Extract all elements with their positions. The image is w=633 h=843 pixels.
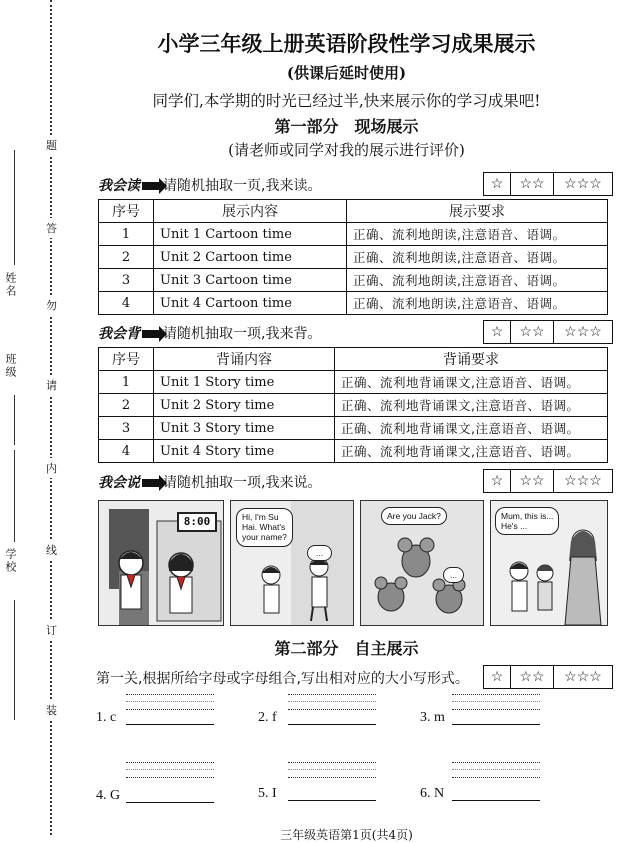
arrow-icon	[142, 479, 160, 487]
arrow-icon	[142, 330, 160, 338]
name-label: 姓名	[4, 272, 17, 298]
seal-char: 线	[46, 540, 57, 560]
row-number: 1	[99, 223, 154, 246]
exercise-item-5: 5. I	[258, 786, 277, 801]
table-row	[99, 394, 608, 417]
read-tag: 我会读	[98, 178, 140, 194]
row-requirement: 正确、流利地朗读,注意语音、语调。	[347, 292, 608, 315]
answer-line[interactable]	[126, 802, 214, 803]
exercise-item-1: 1. c	[96, 710, 117, 725]
greeting-text: 同学们,本学期的时光已经过半,快来展示你的学习成果吧!	[152, 92, 541, 110]
row-content: Unit 3 Story time	[154, 417, 335, 440]
row-requirement: 正确、流利地朗读,注意语音、语调。	[347, 269, 608, 292]
read-star-rating[interactable]	[483, 172, 613, 196]
speak-star-rating[interactable]	[483, 469, 613, 493]
writing-guide	[452, 694, 540, 710]
row-number: 3	[99, 269, 154, 292]
two-star-icon[interactable]: ☆☆	[511, 321, 554, 343]
speak-task	[98, 472, 321, 492]
two-star-icon[interactable]: ☆☆	[511, 470, 554, 492]
page-title: 小学三年级上册英语阶段性学习成果展示	[157, 31, 536, 56]
seal-char: 答	[46, 218, 57, 238]
row-number: 3	[99, 417, 154, 440]
row-content: Unit 4 Story time	[154, 440, 335, 463]
row-number: 2	[99, 246, 154, 269]
bubble-line: Hai. What's	[242, 522, 286, 533]
seal-char: 勿	[46, 295, 57, 315]
three-star-icon[interactable]: ☆☆☆	[564, 176, 602, 192]
page-footer: 三年级英语第1页(共4页)	[280, 828, 413, 842]
table-row	[99, 246, 608, 269]
school-fill-line-lower	[14, 600, 15, 720]
row-requirement: 正确、流利地背诵课文,注意语音、语调。	[335, 417, 608, 440]
bubble-line: Mum, this is...	[501, 511, 554, 521]
part2-title: 第二部分 自主展示	[274, 639, 419, 658]
bubble-line: He's ...	[501, 521, 528, 532]
table-header-row	[99, 348, 608, 371]
speak-tag: 我会说	[98, 475, 140, 491]
cartoon-panel-mice	[360, 500, 484, 626]
read-table	[98, 199, 608, 315]
arrow-icon	[142, 182, 160, 190]
writing-guide	[288, 694, 376, 710]
part1-note: (请老师或同学对我的展示进行评价)	[228, 141, 465, 159]
row-number: 4	[99, 292, 154, 315]
speech-bubble-reply: ...	[443, 567, 464, 583]
seal-char: 请	[46, 375, 57, 395]
part1-title: 第一部分 现场展示	[274, 117, 419, 136]
seal-char: 题	[46, 135, 57, 155]
speech-bubble-jack: Are you Jack?	[381, 507, 447, 525]
row-requirement: 正确、流利地背诵课文,注意语音、语调。	[335, 394, 608, 417]
task1-star-rating[interactable]	[483, 665, 613, 689]
table-header-cell: 展示内容	[154, 200, 347, 223]
table-row	[99, 417, 608, 440]
read-instruction: 请随机抽取一页,我来读。	[163, 178, 322, 194]
table-header-cell: 背诵内容	[154, 348, 335, 371]
row-requirement: 正确、流利地朗读,注意语音、语调。	[347, 246, 608, 269]
seal-char: 内	[46, 458, 57, 478]
two-star-icon[interactable]: ☆☆	[511, 666, 554, 688]
writing-guide	[452, 762, 540, 778]
name-fill-line	[14, 150, 15, 265]
school-label: 学校	[4, 548, 17, 574]
table-header-row	[99, 200, 608, 223]
speech-bubble-su-hai	[236, 508, 293, 547]
exercise-item-6: 6. N	[420, 786, 445, 801]
row-requirement: 正确、流利地朗读,注意语音、语调。	[347, 223, 608, 246]
class-label: 班级	[4, 353, 17, 379]
exercise-item-3: 3. m	[420, 710, 445, 725]
table-row	[99, 269, 608, 292]
row-number: 4	[99, 440, 154, 463]
seal-char: 装	[46, 700, 57, 720]
one-star-icon[interactable]: ☆	[484, 173, 511, 195]
cartoon-panel-morning	[98, 500, 224, 626]
exercise-item-4: 4. G	[96, 788, 121, 803]
read-task	[98, 175, 321, 195]
answer-line[interactable]	[126, 724, 214, 725]
speech-bubble-reply: ...	[307, 545, 332, 561]
exercise-item-2: 2. f	[258, 710, 277, 725]
three-star-icon[interactable]: ☆☆☆	[564, 324, 602, 340]
table-row	[99, 223, 608, 246]
writing-guide	[288, 762, 376, 778]
row-number: 1	[99, 371, 154, 394]
school-fill-line	[14, 450, 15, 542]
task1-instruction: 第一关,根据所给字母或字母组合,写出相对应的大小写形式。	[96, 671, 469, 687]
row-requirement: 正确、流利地背诵课文,注意语音、语调。	[335, 371, 608, 394]
row-content: Unit 4 Cartoon time	[154, 292, 347, 315]
seal-char: 订	[46, 620, 57, 640]
page-subtitle: (供课后延时使用)	[286, 64, 407, 82]
three-star-icon[interactable]: ☆☆☆	[564, 473, 602, 489]
one-star-icon[interactable]: ☆	[484, 321, 511, 343]
speech-bubble-mum	[495, 507, 559, 535]
row-number: 2	[99, 394, 154, 417]
recite-instruction: 请随机抽取一项,我来背。	[163, 326, 322, 342]
two-star-icon[interactable]: ☆☆	[511, 173, 554, 195]
recite-table	[98, 347, 608, 463]
answer-line[interactable]	[288, 800, 376, 801]
one-star-icon[interactable]: ☆	[484, 666, 511, 688]
writing-guide	[126, 694, 214, 710]
table-header-cell: 序号	[99, 348, 154, 371]
recite-tag: 我会背	[98, 326, 140, 342]
class-fill-line	[14, 395, 15, 445]
table-header-cell: 序号	[99, 200, 154, 223]
answer-line[interactable]	[452, 800, 540, 801]
row-content: Unit 1 Cartoon time	[154, 223, 347, 246]
table-header-cell: 背诵要求	[335, 348, 608, 371]
table-row	[99, 440, 608, 463]
cartoon-panel-greeting	[230, 500, 354, 626]
answer-line[interactable]	[288, 724, 376, 725]
three-star-icon[interactable]: ☆☆☆	[564, 669, 602, 685]
row-content: Unit 3 Cartoon time	[154, 269, 347, 292]
row-content: Unit 2 Cartoon time	[154, 246, 347, 269]
table-header-cell: 展示要求	[347, 200, 608, 223]
speak-instruction: 请随机抽取一项,我来说。	[163, 475, 322, 491]
table-row	[99, 371, 608, 394]
table-row	[99, 292, 608, 315]
recite-star-rating[interactable]	[483, 320, 613, 344]
recite-task	[98, 323, 321, 343]
row-requirement: 正确、流利地背诵课文,注意语音、语调。	[335, 440, 608, 463]
writing-guide	[126, 762, 214, 778]
row-content: Unit 1 Story time	[154, 371, 335, 394]
one-star-icon[interactable]: ☆	[484, 470, 511, 492]
bubble-line: your name?	[242, 532, 287, 543]
bubble-line: Hi, I'm Su	[242, 512, 279, 522]
clock-display: 8:00	[177, 512, 217, 532]
cartoon-panel-mum	[490, 500, 608, 626]
row-content: Unit 2 Story time	[154, 394, 335, 417]
answer-line[interactable]	[452, 724, 540, 725]
